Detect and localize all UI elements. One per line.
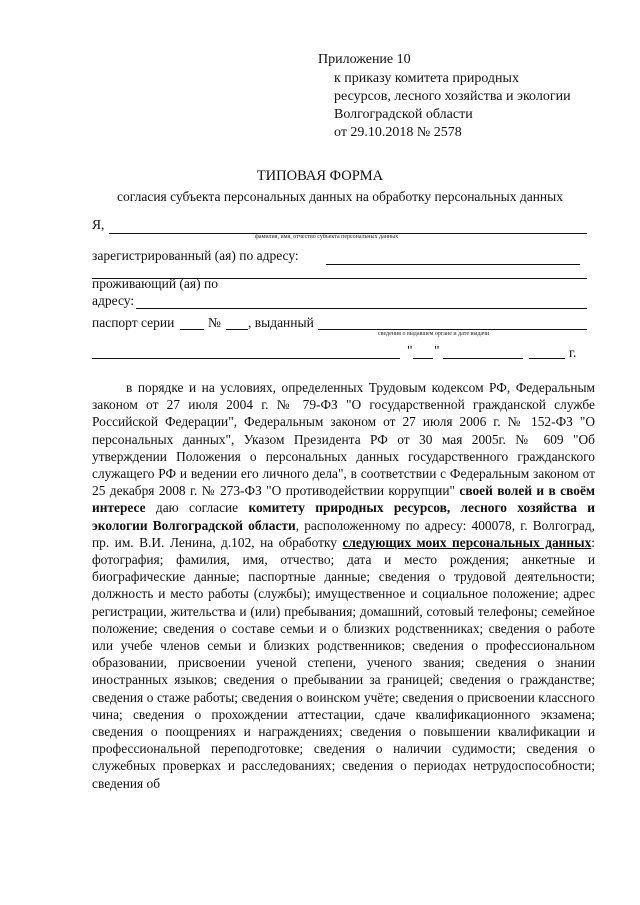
body-text-3: , расположенному по адресу: 400078, г. Волгоград, пр. им. В.И. Ленина, д.102, на обработку: [92, 517, 595, 550]
form-title: ТИПОВАЯ ФОРМА: [256, 168, 384, 184]
issuer-caption: сведения о выдавшем органе и дате выдачи: [378, 331, 490, 337]
order-date-number: от 29.10.2018 № 2578: [334, 125, 462, 140]
date-day-line[interactable]: [413, 358, 433, 359]
appendix-number: Приложение 10: [318, 52, 411, 67]
form-subtitle: согласия субъекта персональных данных на обработку персональных данных: [117, 189, 563, 204]
date-year-line[interactable]: [529, 358, 565, 359]
body-bold-own-will: своей волей и в своём интересе: [92, 483, 596, 516]
body-text-1: в порядке и на условиях, определенных Трудовым кодексом РФ, Федеральным законом от 27 июля 2004 г. № 79-ФЗ "О государственной гражданской службе Российской Федерации", Федеральным законом от 27 июля 2006 г. № 152-ФЗ "О персональных данных", Указом Президента РФ от 30 мая 2005г. № 609 "Об утверждении Положения о персональных данных государственного гражданского служащего РФ и ведении его личного дела", в соответствии с Федеральным законом от 25 декабря 2008 г. № 273-ФЗ "О противодействии коррупции": [92, 380, 595, 499]
body-text-2: даю согласие: [145, 500, 249, 516]
passport-series-label: паспорт серии: [92, 315, 175, 330]
registered-label: зарегистрированный (ая) по адресу:: [92, 248, 299, 263]
year-suffix: г.: [569, 345, 577, 360]
order-line-3: Волгоградской области: [334, 107, 473, 122]
date-month-line[interactable]: [443, 358, 523, 359]
passport-number-label: №: [208, 315, 221, 330]
date-quote-close: ": [434, 343, 440, 358]
body-text-4: : фотография; фамилия, имя, отчество; дата и место рождения; анкетные и биографические данные; паспортные данные; сведения о трудовой деятельности; должность и место работы (службы); имущественное и социальное положение; адрес регистрации, жительства и (или) пребывания; домашний, сотовый телефоны; семейное положение; сведения о составе семьи и о близких родственниках; сведения о работе или учебе членов семьи и близких родственников; сведения о профессиональном образовании, присвоении ученой степени, ученого звания; сведения о знании иностранных языков; сведения о пребывании за границей; сведения о гражданстве; сведения о стаже работы; сведения о воинском учёте; сведения о присвоении классного чина; сведения о прохождении аттестации, сдаче квалификационного экзамена; сведения о поощрениях и награждениях; сведения о повышении квалификации и профессиональной переподготовке; сведения о наличии судимости; сведения о служебных проверках и расследованиях; сведения о периодах нетрудоспособности; сведения об: [92, 534, 596, 791]
issuer-continuation-line[interactable]: [92, 358, 400, 359]
registered-address-line[interactable]: [326, 264, 580, 265]
residing-label-2: адресу:: [92, 293, 135, 308]
passport-issuer-line[interactable]: [318, 329, 587, 330]
name-caption: фамилия, имя, отчество субъекта персональных данных: [255, 234, 399, 240]
ya-label: Я,: [92, 217, 105, 232]
body-underlined-personal-data: следующих моих персональных данных: [342, 534, 592, 550]
passport-issued-label: , выданный: [248, 315, 314, 330]
residing-address-line[interactable]: [136, 308, 587, 309]
residing-label-1: проживающий (ая) по: [92, 276, 218, 291]
order-line-1: к приказу комитета природных: [334, 71, 519, 86]
body-bold-committee: комитету природных ресурсов, лесного хозяйства и экологии Волгоградской области: [92, 500, 596, 533]
passport-series-line[interactable]: [180, 329, 204, 330]
passport-number-line[interactable]: [226, 329, 248, 330]
consent-body-paragraph: [92, 379, 595, 792]
date-quote-open: ": [407, 343, 413, 358]
order-line-2: ресурсов, лесного хозяйства и экологии: [334, 89, 571, 104]
